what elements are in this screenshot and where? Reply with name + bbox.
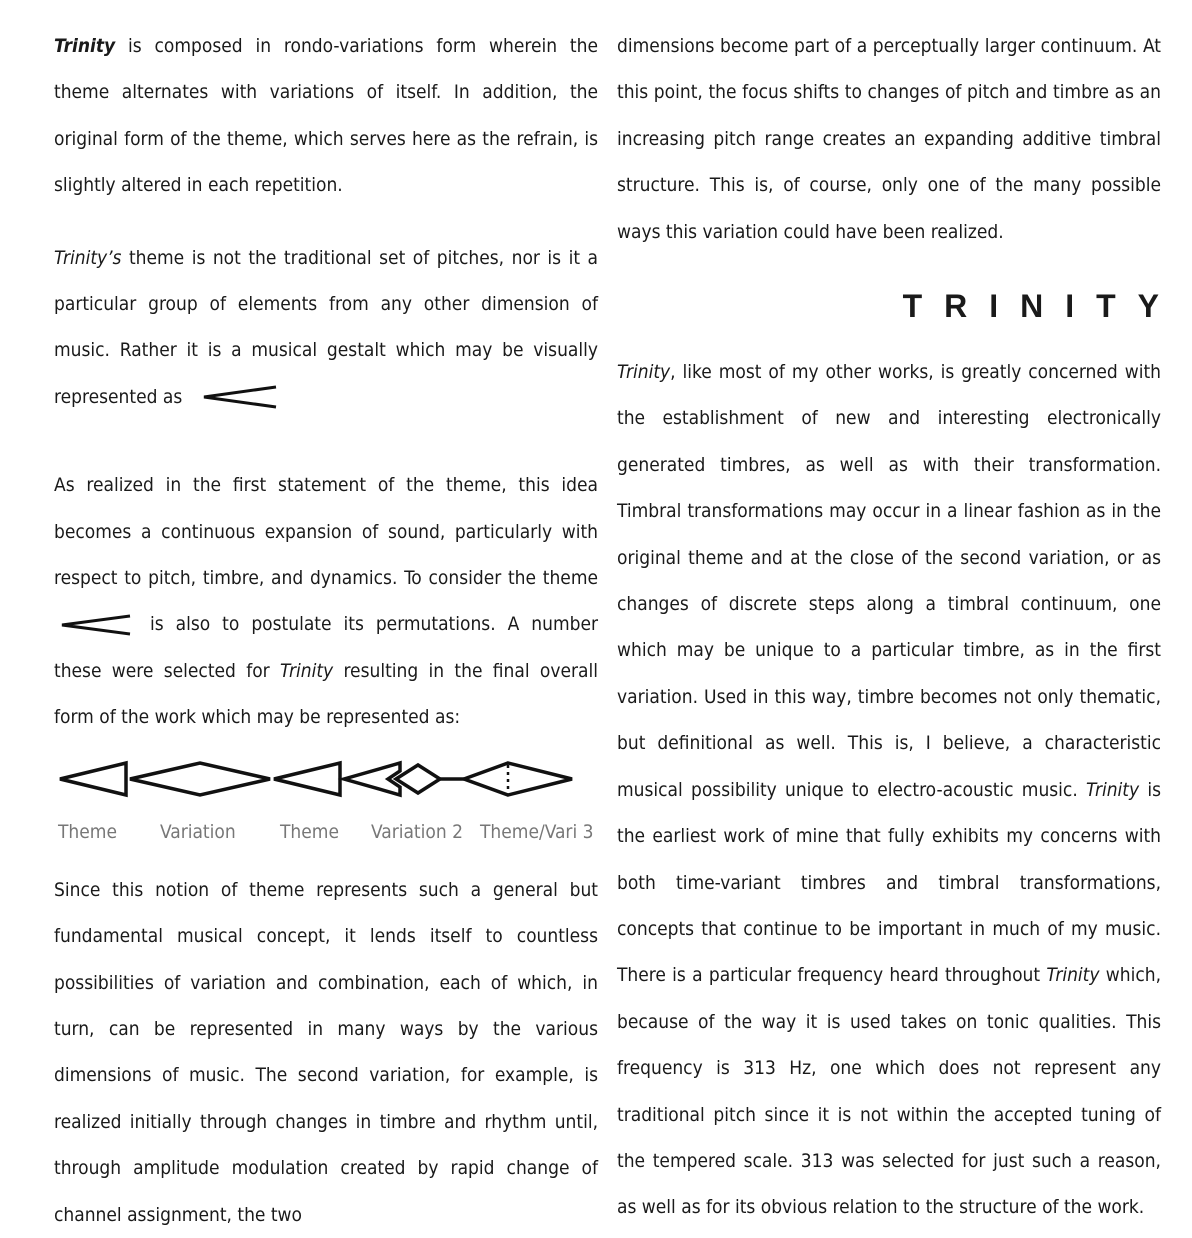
paragraph-text: , like most of my other works, is greatly concerned with the establishment of new and interesting electronically generated timbres, as well as with their transformation. Timbral transformations may occur in a linear fashion as in the original theme and at the close of the second variation, or as changes of discrete steps along a timbral continuum, one which may be unique to a particular timbre, as in the first variation. Used in this way, timbre becomes not only thematic, but definitional as well. This is, I believe, a characteristic musical possibility unique to electro-acoustic music.: [617, 361, 1161, 801]
diagram-label: Variation: [160, 820, 236, 843]
section-heading: TRINITY: [902, 288, 1181, 325]
form-diagram-labels: [54, 815, 598, 867]
paragraph-text: Since this notion of theme represents such a general but fundamental musical concept, it lends itself to countless possibilities of variation and combination, each of which, in turn, can be represented in many ways by the various dimensions of music. The second variation, for example, is realized initially through changes in timbre and rhythm until, through amplitude modulation created by rapid change of channel assignment, the two: [54, 878, 598, 1226]
paragraph-text: which, because of the way it is used takes on tonic qualities. This frequency is 313 Hz, one which does not represent any traditional pitch since it is not within the accepted tuning of the tempered scale. 313 was selected for just such a reason, as well as for its obvious relation to the structure of the work.: [617, 964, 1161, 1219]
wedge-icon: [198, 385, 282, 409]
form-diagram: [54, 759, 598, 815]
diagram-label: Variation 2: [371, 820, 463, 843]
work-title: Trinity’s: [54, 246, 122, 269]
paragraph-text: As realized in the first statement of the theme, this idea becomes a continuous expansion of sound, particularly with respect to pitch, timbre, and dynamics. To consider the theme: [54, 474, 598, 590]
paragraph-form: [54, 23, 598, 209]
form-diagram-graphic: [56, 759, 596, 815]
paragraph-realization: [54, 462, 598, 740]
right-column: [617, 23, 1181, 1231]
work-title: Trinity: [1085, 778, 1140, 801]
paragraph-continuum: [617, 23, 1161, 255]
work-title: Trinity: [1046, 964, 1100, 987]
paragraph-variation: [54, 867, 598, 1238]
work-title: Trinity: [280, 659, 334, 682]
paragraph-text: theme is not the traditional set of pitches, nor is it a particular group of elements from any other dimension of music. Rather it is a musical gestalt which may be visually represented as: [54, 246, 598, 408]
left-column: [54, 23, 598, 1238]
work-title: Trinity: [54, 35, 116, 57]
work-title: Trinity: [617, 361, 671, 384]
wedge-icon: [58, 614, 134, 636]
paragraph-text: is the earliest work of mine that fully exhibits my concerns with both time-variant timbres and timbral transformations, concepts that continue to be important in much of my music. There is a particular frequency heard throughout: [617, 778, 1161, 987]
diagram-label: Theme: [280, 820, 339, 843]
paragraph-text: is composed in rondo-variations form wherein the theme alternates with variations of itself. In addition, the original form of the theme, which serves here as the refrain, is slightly altered in each repetition.: [54, 35, 598, 197]
paragraph-theme: [54, 235, 598, 421]
paragraph-text: resulting in the final overall form of the work which may be represented as:: [54, 659, 598, 729]
diagram-label: Theme: [58, 820, 117, 843]
diagram-label: Theme/Vari 3: [480, 820, 594, 843]
paragraph-text: dimensions become part of a perceptually larger continuum. At this point, the focus shifts to changes of pitch and timbre as an increasing pitch range creates an expanding additive timbral structure. This is, of course, only one of the many possible ways this variation could have been realized.: [617, 35, 1161, 243]
paragraph-timbre: [617, 349, 1161, 1231]
paragraph-text: is also to postulate its permutations. A number these were selected for: [54, 613, 598, 682]
